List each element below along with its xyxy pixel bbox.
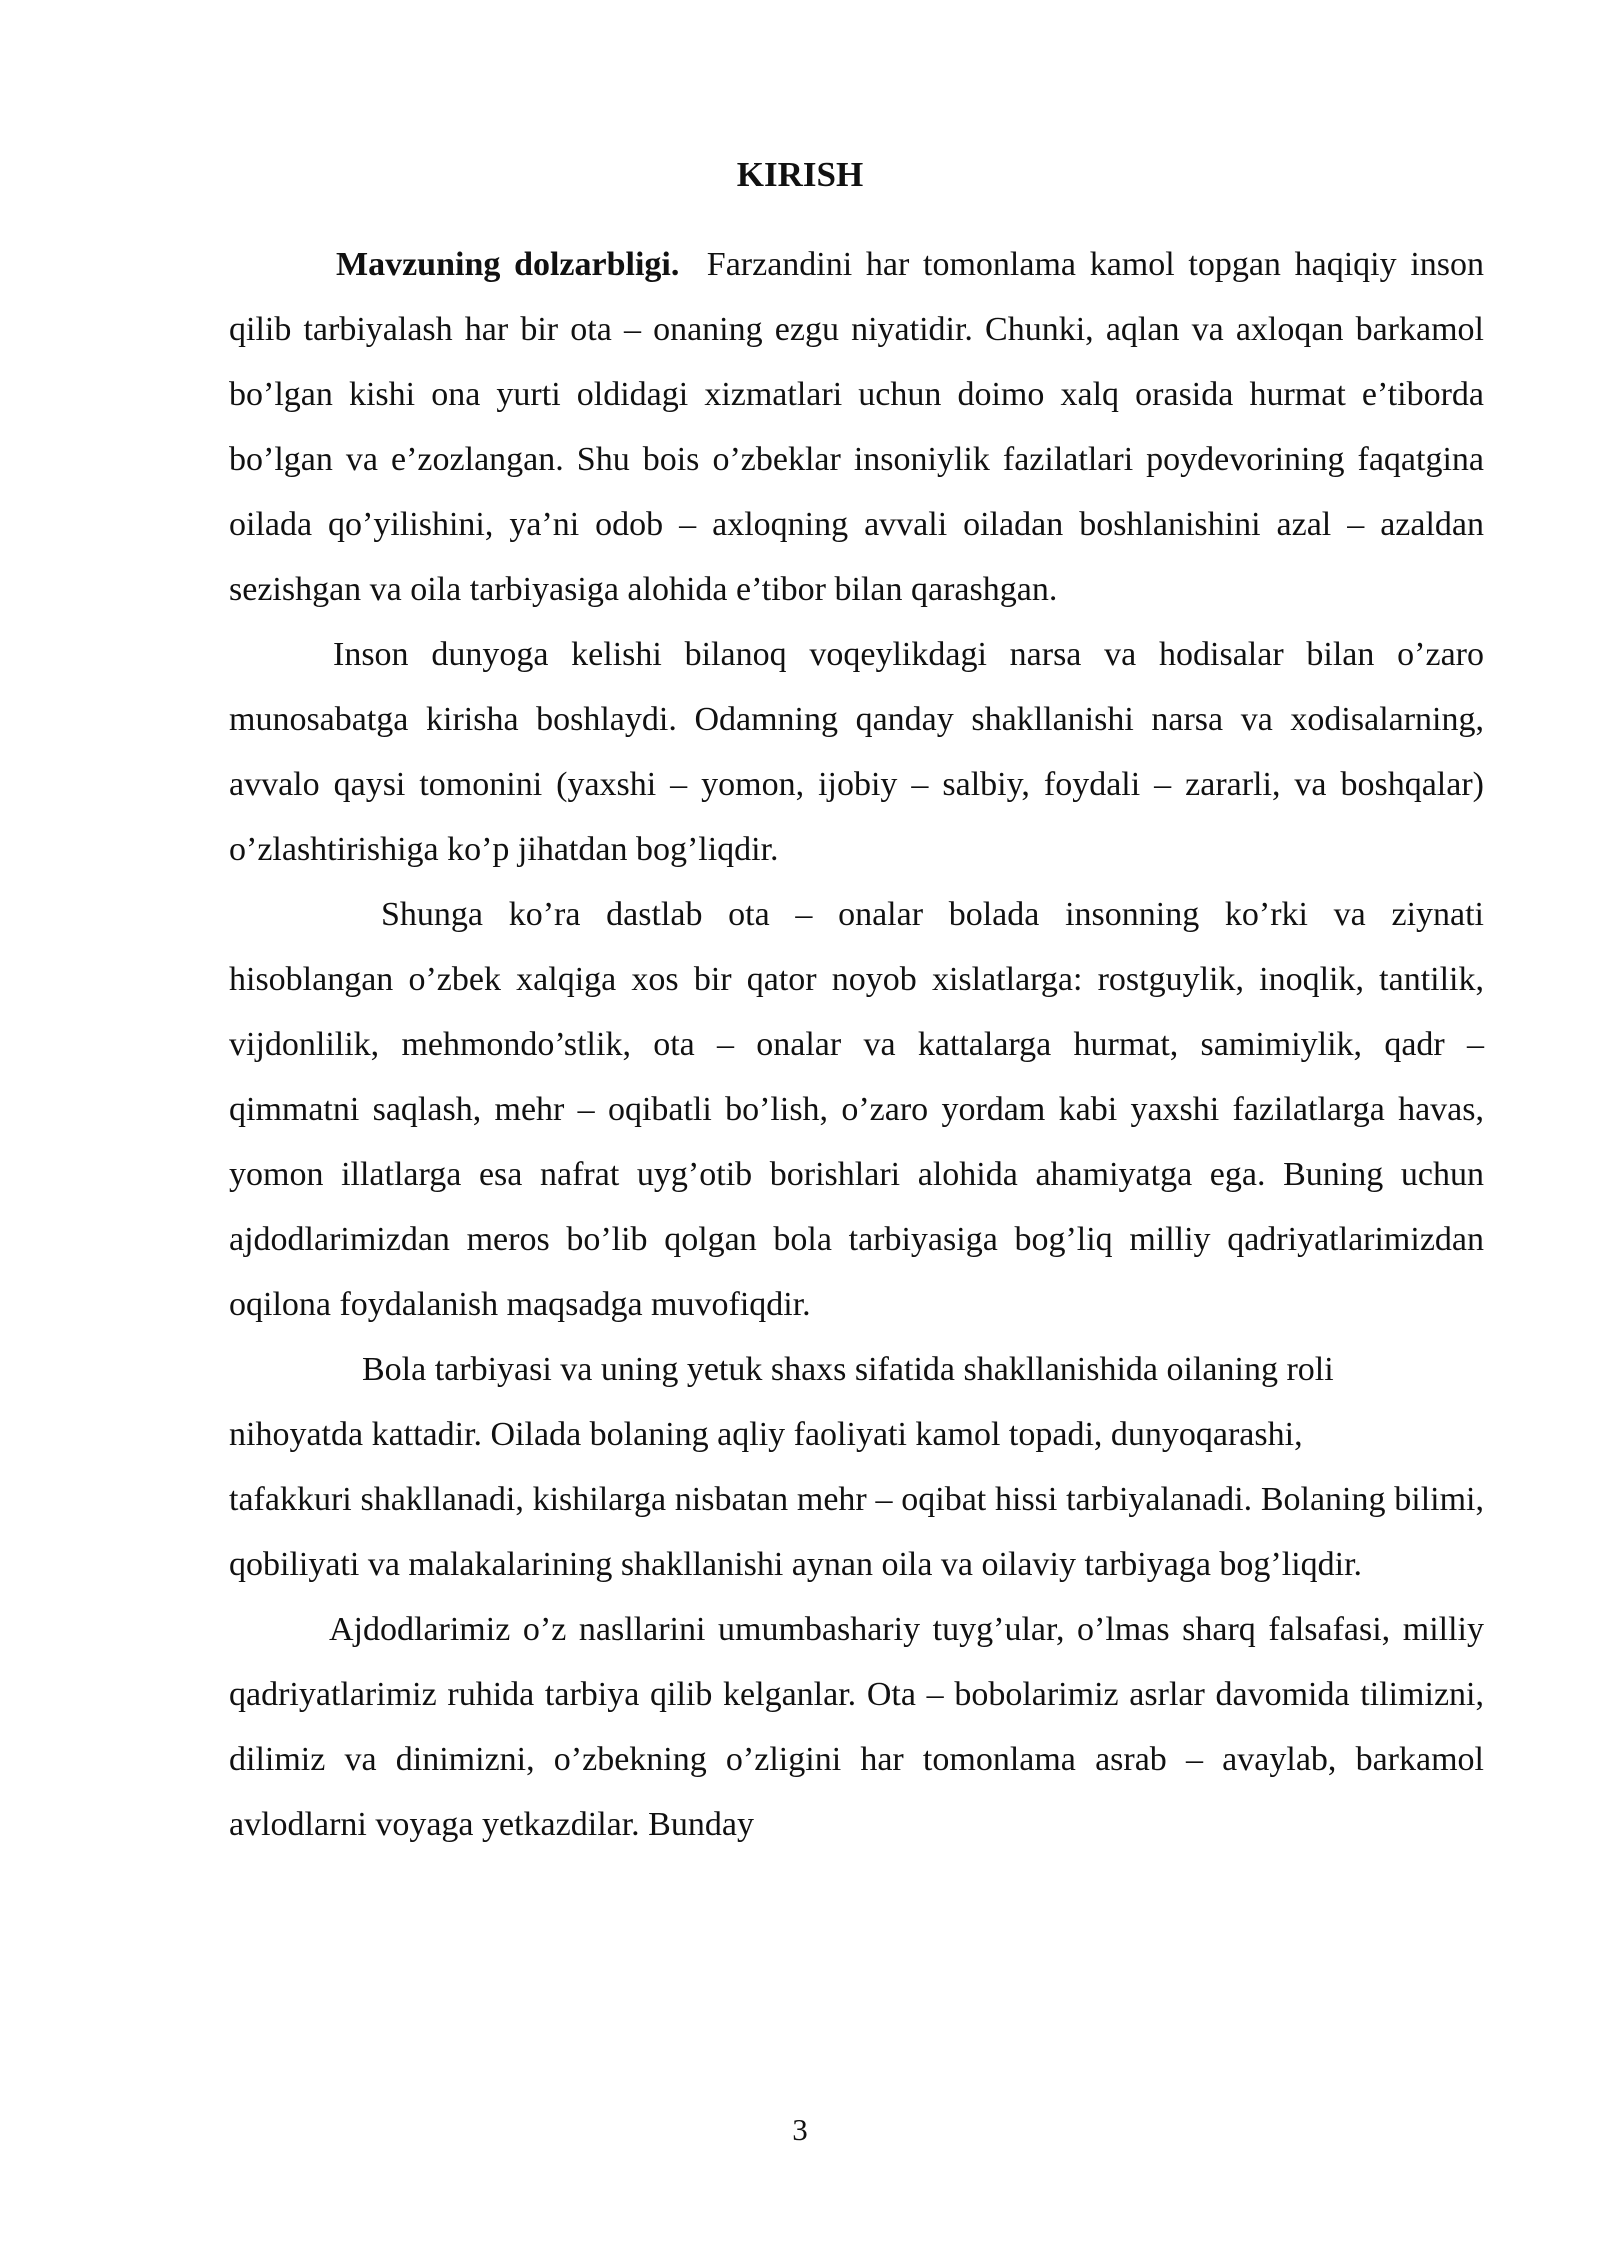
paragraph-text: Farzandini har tomonlama kamol topgan haqiqiy inson qilib tarbiyalash har bir ota – onaning ezgu niyatidir. Chunki, aqlan va axloqan barkamol bo’lgan kishi ona yurti oldidagi xizmatlari uchun doimo xalq orasida hurmat e’tiborda bo’lgan va e’zozlangan. Shu bois o’zbeklar insoniylik fazilatlari poydevorining faqatgina oilada qo’yilishini, ya’ni odob – axloqning avvali oiladan boshlanishini azal – azaldan sezishgan va oila tarbiyasiga alohida e’tibor bilan qarashgan. bbox=[229, 246, 1484, 608]
paragraph: Inson dunyoga kelishi bilanoq voqeylikdagi narsa va hodisalar bilan o’zaro munosabatga kirisha boshlaydi. Odamning qanday shakllanishi narsa va xodisalarning, avvalo qaysi tomonini (yaxshi – yomon, ijobiy – salbiy, foydali – zararli, va boshqalar) o’zlashtirishiga ko’p jihatdan bog’liqdir. bbox=[229, 636, 1484, 868]
paragraph-lead: Mavzuning dolzarbligi. bbox=[336, 246, 680, 283]
paragraph-relevance bbox=[229, 232, 1484, 622]
paragraph bbox=[229, 1337, 1484, 1597]
paragraph-text: tafakkuri shakllanadi, kishilarga nisbatan mehr – oqibat hissi tarbiyalanadi. Bolaning bilimi, qobiliyati va malakalarining shakllanishi aynan oila va oilaviy tarbiyaga bog’liqdir. bbox=[229, 1481, 1484, 1583]
page-number: 3 bbox=[792, 2112, 808, 2147]
paragraph: Ajdodlarimiz o’z nasllarini umumbashariy tuyg’ular, o’lmas sharq falsafasi, milliy qadriyatlarimiz ruhida tarbiya qilib kelganlar. Ota – bobolarimiz asrlar davomida tilimizni, dilimiz va dinimizni, o’zbekning o’zligini har tomonlama asrab – avaylab, barkamol avlodlarni voyaga yetkazdilar. Bunday bbox=[229, 1611, 1484, 1843]
paragraph-line: nihoyatda kattadir. Oilada bolaning aqliy faoliyati kamol topadi, dunyoqarashi, bbox=[229, 1416, 1303, 1453]
paragraph: Shunga ko’ra dastlab ota – onalar bolada insonning ko’rki va ziynati hisoblangan o’zbek xalqiga xos bir qator noyob xislatlarga: rostguylik, inoqlik, tantilik, vijdonlilik, mehmondo’stlik, ota – onalar va kattalarga hurmat, samimiylik, qadr – qimmatni saqlash, mehr – oqibatli bo’lish, o’zaro yordam kabi yaxshi fazilatlarga havas, yomon illatlarga esa nafrat uyg’otib borishlari alohida ahamiyatga ega. Buning uchun ajdodlarimizdan meros bo’lib qolgan bola tarbiyasiga bog’liq milliy qadriyatlarimizdan oqilona foydalanish maqsadga muvofiqdir. bbox=[229, 896, 1484, 1323]
paragraph-line: Bola tarbiyasi va uning yetuk shaxs sifatida shakllanishida oilaning roli bbox=[362, 1351, 1334, 1388]
body-text bbox=[229, 232, 1484, 1857]
section-heading: KIRISH bbox=[736, 155, 864, 194]
